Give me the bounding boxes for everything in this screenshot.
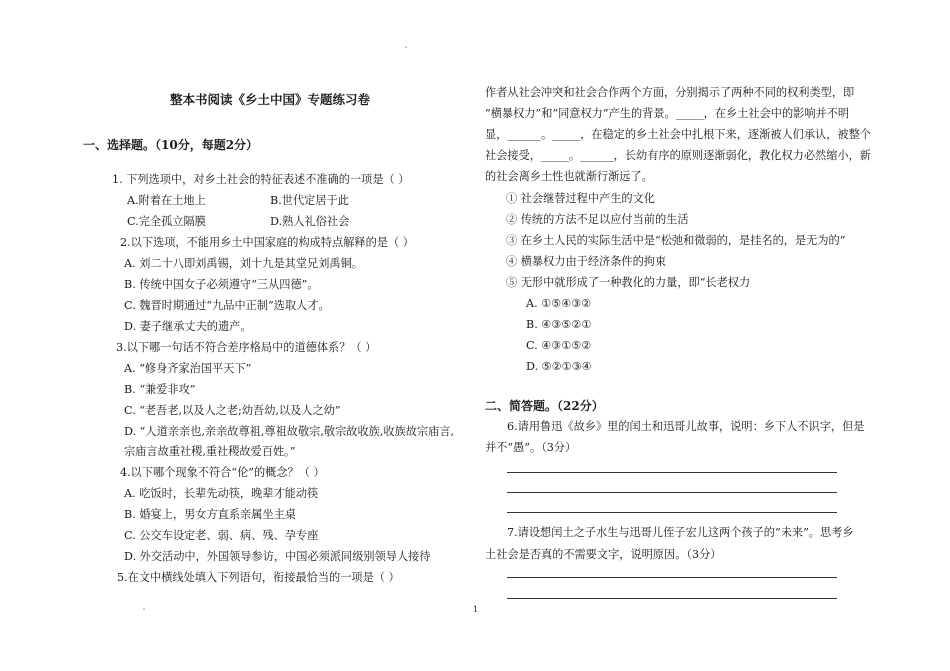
option-c: C. ④③①⑤② bbox=[526, 339, 592, 352]
option-c: C.完全孤立隔膜 bbox=[127, 215, 206, 228]
option-b: B.世代定居于此 bbox=[270, 194, 349, 207]
answer-line[interactable] bbox=[507, 492, 837, 493]
passage-line: 显，______。_____，在稳定的乡土社会中扎根下来，逐渐被人们承认，被整个 bbox=[485, 128, 871, 141]
section-heading-short-answer: 二、简答题。（22分） bbox=[485, 399, 604, 413]
question-stem: 7.请设想闰土之子水生与迅哥儿侄子宏儿这两个孩子的“未来”。思考乡 bbox=[507, 526, 854, 539]
option-b: B. 传统中国女子必须遵守“三从四德”。 bbox=[124, 278, 319, 291]
option-d: D. 外交活动中，外国领导参访，中国必须派同级别领导人接待 bbox=[124, 550, 431, 563]
question-stem: 3.以下哪一句话不符合差序格局中的道德体系？（ ） bbox=[116, 341, 377, 354]
answer-line[interactable] bbox=[507, 598, 837, 599]
option-a: A. ①⑤④③② bbox=[526, 297, 592, 310]
option-a: A. 吃饭时，长辈先动筷，晚辈才能动筷 bbox=[124, 487, 319, 500]
option-c: C. “老吾老,以及人之老;幼吾幼,以及人之幼” bbox=[124, 404, 341, 417]
page-number: 1 bbox=[473, 605, 479, 614]
item-1: ① 社会继替过程中产生的文化 bbox=[506, 192, 655, 205]
answer-line[interactable] bbox=[507, 512, 837, 513]
scan-speck bbox=[405, 46, 407, 48]
option-d: D. ⑤②①③④ bbox=[526, 360, 592, 373]
option-d: D. 妻子继承丈夫的遗产。 bbox=[124, 320, 252, 333]
option-a: A.附着在土地上 bbox=[127, 194, 206, 207]
question-5-stem: 5.在文中横线处填入下列语句，衔接最恰当的一项是（ ） bbox=[117, 571, 400, 584]
question-stem: 1. 下列选项中，对乡土社会的特征表述不准确的一项是（ ） bbox=[112, 173, 410, 186]
scan-speck bbox=[143, 608, 145, 610]
item-3: ③ 在乡土人民的实际生活中是“松弛和微弱的，是挂名的，是无为的” bbox=[506, 234, 846, 247]
question-stem: 2.以下选项，不能用乡土中国家庭的构成特点解释的是（ ） bbox=[120, 236, 414, 249]
answer-line[interactable] bbox=[507, 472, 837, 473]
item-4: ④ 横暴权力由于经济条件的拘束 bbox=[506, 255, 667, 268]
option-d: D.熟人礼俗社会 bbox=[270, 215, 350, 228]
item-5: ⑤ 无形中就形成了一种教化的力量，即“长老权力 bbox=[506, 276, 751, 289]
option-b: B. “兼爱非攻” bbox=[124, 383, 196, 396]
section-heading-choice: 一、选择题。（10分，每题2分） bbox=[83, 138, 259, 152]
item-2: ② 传统的方法不足以应付当前的生活 bbox=[506, 213, 689, 226]
passage-line: 的社会离乡土性也就渐行渐远了。 bbox=[485, 170, 653, 183]
option-d-continued: 宗庙言故重社稷,重社稷故爱百姓。” bbox=[124, 445, 296, 458]
paper-title: 整本书阅读《乡土中国》专题练习卷 bbox=[170, 92, 371, 107]
question-stem-continued: 并不“愚”。（3分） bbox=[485, 441, 577, 454]
question-stem-continued: 土社会是否真的不需要文字，说明原因。（3分） bbox=[485, 548, 722, 561]
option-a: A. 刘二十八即刘禹锡，刘十九是其堂兄刘禹铜。 bbox=[124, 257, 363, 270]
passage-line: “横暴权力”和“同意权力”产生的背景。_____，在乡土社会中的影响并不明 bbox=[485, 107, 850, 120]
passage-line: 作者从社会冲突和社会合作两个方面，分别揭示了两种不同的权利类型，即 bbox=[485, 86, 855, 99]
option-c: C. 公交车设定老、弱、病、残、孕专座 bbox=[124, 529, 319, 542]
option-d: D. “人道亲亲也,亲亲故尊祖,尊祖故敬宗,敬宗故收族,收族故宗庙言, bbox=[124, 425, 455, 438]
passage-line: 社会接受，_____。______，长幼有序的原则逐渐弱化，教化权力必然缩小，新 bbox=[485, 149, 871, 162]
answer-line[interactable] bbox=[507, 577, 837, 578]
option-b: B. 婚宴上，男女方直系亲属坐主桌 bbox=[124, 508, 296, 521]
question-stem: 4.以下哪个现象不符合“伦”的概念？（ ） bbox=[120, 466, 325, 479]
option-a: A. “修身齐家治国平天下” bbox=[124, 362, 252, 375]
question-stem: 6.请用鲁迅《故乡》里的闰土和迅哥儿故事，说明：乡下人不识字，但是 bbox=[507, 420, 865, 433]
option-b: B. ④③⑤②① bbox=[526, 318, 592, 331]
option-c: C. 魏晋时期通过“九品中正制”选取人才。 bbox=[124, 299, 330, 312]
